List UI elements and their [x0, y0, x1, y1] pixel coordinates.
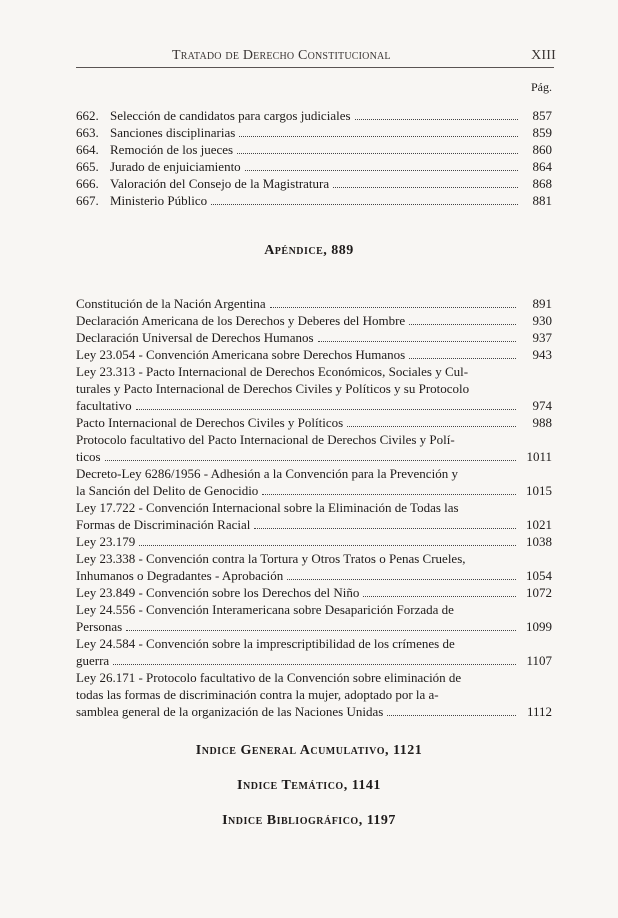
appendix-line: [76, 669, 552, 686]
appendix-line-text: Ley 24.584 - Convención sobre la imprescriptibilidad de los crímenes de: [76, 636, 455, 651]
appendix-line-text: la Sanción del Delito de Genocidio: [76, 483, 259, 498]
appendix-line-text: Declaración Americana de los Derechos y Deberes del Hombre: [76, 313, 406, 328]
leader-dots: [355, 119, 518, 120]
appendix-line: [76, 533, 552, 550]
toc-entry: [76, 158, 552, 175]
index-heading-general: Indice General Acumulativo, 1121: [195, 743, 423, 758]
appendix-line: [76, 652, 552, 669]
appendix-heading: Apéndice, 889: [264, 243, 354, 258]
leader-dots: [287, 579, 516, 580]
appendix-line: [76, 635, 552, 652]
entry-page: 881: [532, 193, 552, 208]
appendix-line-text: Inhumanos o Degradantes - Aprobación: [76, 568, 284, 583]
index-heading-thematic: Indice Temático, 1141: [237, 778, 381, 793]
entry-label: Jurado de enjuiciamiento: [110, 159, 241, 174]
appendix-line: [76, 431, 552, 448]
toc-entry: [76, 124, 552, 141]
appendix-line-page: 1054: [526, 568, 552, 583]
appendix-line-page: 1015: [526, 483, 552, 498]
header-rule: [76, 67, 554, 68]
leader-dots: [136, 409, 516, 410]
appendix-list: [76, 295, 552, 720]
leader-dots: [105, 460, 516, 461]
index-heading-bibliographic: Indice Bibliográfico, 1197: [222, 813, 396, 828]
leader-dots: [363, 596, 516, 597]
appendix-line-text: Ley 23.849 - Convención sobre los Derechos del Niño: [76, 585, 360, 600]
leader-dots: [387, 715, 516, 716]
appendix-line: [76, 397, 552, 414]
page-column-label: Pág.: [531, 80, 552, 94]
entry-page: 868: [532, 176, 552, 191]
appendix-line-page: 974: [532, 398, 552, 413]
appendix-line: [76, 567, 552, 584]
leader-dots: [409, 324, 516, 325]
entry-number: 663.: [76, 125, 99, 140]
appendix-line-page: 1107: [526, 653, 552, 668]
toc-entry: [76, 192, 552, 209]
entry-number: 664.: [76, 142, 99, 157]
entry-page: 857: [532, 108, 552, 123]
leader-dots: [254, 528, 516, 529]
appendix-line: [76, 295, 552, 312]
leader-dots: [270, 307, 516, 308]
toc-entry: [76, 107, 552, 124]
appendix-line-text: Protocolo facultativo del Pacto Internacional de Derechos Civiles y Polí-: [76, 432, 455, 447]
leader-dots: [318, 341, 516, 342]
page-folio: XIII: [531, 48, 556, 63]
appendix-line-page: 937: [532, 330, 552, 345]
appendix-line-text: turales y Pacto Internacional de Derechos Civiles y Políticos y su Protocolo: [76, 381, 470, 396]
appendix-line: [76, 312, 552, 329]
appendix-line: [76, 584, 552, 601]
appendix-line-page: 1011: [526, 449, 552, 464]
appendix-line-text: Formas de Discriminación Racial: [76, 517, 251, 532]
leader-dots: [409, 358, 516, 359]
appendix-line-page: 1038: [526, 534, 552, 549]
entry-label: Selección de candidatos para cargos judiciales: [110, 108, 351, 123]
entry-label: Ministerio Público: [110, 193, 208, 208]
entry-number: 662.: [76, 108, 99, 123]
running-head-title: Tratado de Derecho Constitucional: [172, 48, 391, 63]
appendix-line: [76, 465, 552, 482]
appendix-line-text: Ley 23.313 - Pacto Internacional de Derechos Económicos, Sociales y Cul-: [76, 364, 469, 379]
toc-entry: [76, 175, 552, 192]
entry-number: 667.: [76, 193, 99, 208]
appendix-line-page: 1021: [526, 517, 552, 532]
appendix-line: [76, 329, 552, 346]
toc-entry: [76, 141, 552, 158]
appendix-line: [76, 499, 552, 516]
appendix-line-page: 988: [532, 415, 552, 430]
appendix-line: [76, 516, 552, 533]
appendix-line-page: 930: [532, 313, 552, 328]
appendix-line-text: Personas: [76, 619, 123, 634]
leader-dots: [211, 204, 518, 205]
appendix-line: [76, 448, 552, 465]
appendix-line-text: ticos: [76, 449, 101, 464]
appendix-line-text: guerra: [76, 653, 110, 668]
leader-dots: [333, 187, 518, 188]
appendix-line: [76, 550, 552, 567]
appendix-line: [76, 618, 552, 635]
appendix-line: [76, 346, 552, 363]
appendix-line-text: Ley 26.171 - Protocolo facultativo de la Convención sobre eliminación de: [76, 670, 462, 685]
appendix-line: [76, 686, 552, 703]
entry-number: 666.: [76, 176, 99, 191]
numbered-entries: [76, 107, 552, 209]
appendix-line-text: Ley 17.722 - Convención Internacional sobre la Eliminación de Todas las: [76, 500, 459, 515]
appendix-line: [76, 703, 552, 720]
leader-dots: [245, 170, 518, 171]
appendix-line-text: Pacto Internacional de Derechos Civiles y Políticos: [76, 415, 344, 430]
entry-label: Remoción de los jueces: [110, 142, 234, 157]
entry-label: Sanciones disciplinarias: [110, 125, 236, 140]
appendix-line-page: 943: [532, 347, 552, 362]
appendix-line-page: 1112: [526, 704, 552, 719]
leader-dots: [139, 545, 516, 546]
leader-dots: [347, 426, 516, 427]
appendix-line: [76, 414, 552, 431]
appendix-line: [76, 482, 552, 499]
appendix-line: [76, 363, 552, 380]
entry-page: 859: [532, 125, 552, 140]
entry-label: Valoración del Consejo de la Magistratura: [110, 176, 330, 191]
entry-page: 860: [532, 142, 552, 157]
appendix-line-text: Ley 23.054 - Convención Americana sobre Derechos Humanos: [76, 347, 406, 362]
appendix-line-text: Decreto-Ley 6286/1956 - Adhesión a la Convención para la Prevención y: [76, 466, 458, 481]
appendix-line-page: 1072: [526, 585, 552, 600]
appendix-line-text: Ley 24.556 - Convención Interamericana sobre Desaparición Forzada de: [76, 602, 454, 617]
appendix-line-text: Ley 23.179: [76, 534, 136, 549]
appendix-line-text: todas las formas de discriminación contra la mujer, adoptado por la a-: [76, 687, 439, 702]
leader-dots: [262, 494, 516, 495]
appendix-line: [76, 380, 552, 397]
appendix-line-page: 1099: [526, 619, 552, 634]
appendix-line-text: Declaración Universal de Derechos Humanos: [76, 330, 314, 345]
entry-page: 864: [532, 159, 552, 174]
leader-dots: [237, 153, 518, 154]
appendix-line-text: Constitución de la Nación Argentina: [76, 296, 266, 311]
leader-dots: [239, 136, 518, 137]
appendix-line-text: facultativo: [76, 398, 132, 413]
appendix-line-text: Ley 23.338 - Convención contra la Tortura y Otros Tratos o Penas Crueles,: [76, 551, 466, 566]
entry-number: 665.: [76, 159, 99, 174]
appendix-line-text: samblea general de la organización de las Naciones Unidas: [76, 704, 384, 719]
leader-dots: [113, 664, 516, 665]
leader-dots: [126, 630, 516, 631]
appendix-line: [76, 601, 552, 618]
appendix-line-page: 891: [532, 296, 552, 311]
